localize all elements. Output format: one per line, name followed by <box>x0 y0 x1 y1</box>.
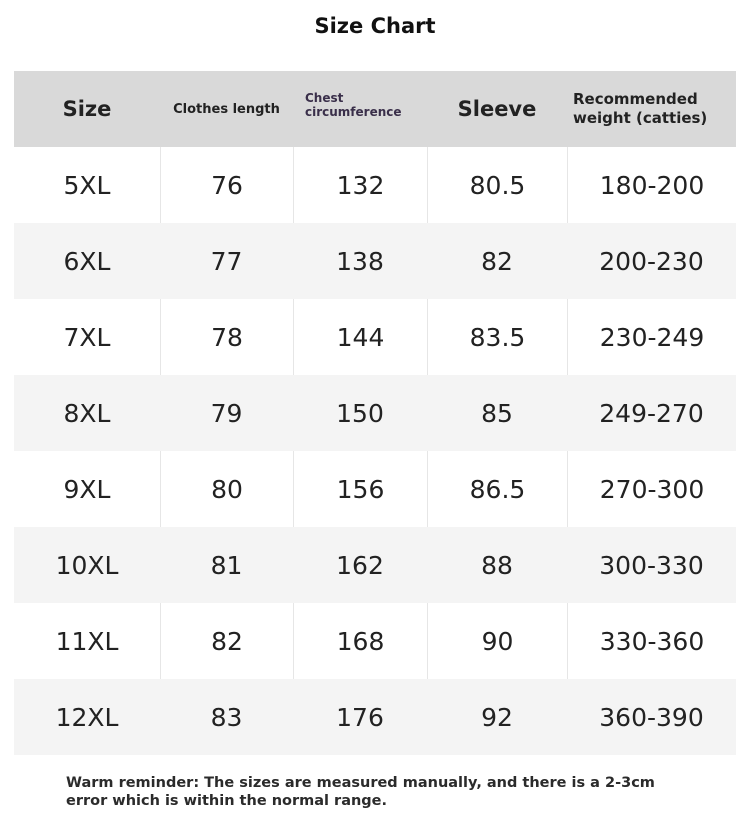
page-title: Size Chart <box>314 14 436 38</box>
cell-weight: 249-270 <box>599 398 704 428</box>
cell-weight: 300-330 <box>599 550 704 580</box>
header-chest-circumference <box>293 71 427 147</box>
table-row <box>14 603 736 679</box>
header-chest-line1: Chest <box>305 91 344 105</box>
note-line2: error which is within the normal range. <box>66 793 388 809</box>
header-chest-line2: circumference <box>305 105 402 119</box>
cell-clothes-length: 80 <box>160 451 293 527</box>
note-line1: Warm reminder: The sizes are measured manually, and there is a 2-3cm <box>66 775 655 791</box>
header-size: Size <box>62 97 112 121</box>
cell-clothes-length: 76 <box>160 147 293 223</box>
cell-sleeve: 82 <box>481 246 513 276</box>
cell-sleeve: 92 <box>481 702 513 732</box>
cell-weight: 360-390 <box>599 702 704 732</box>
cell-sleeve: 90 <box>427 603 567 679</box>
header-weight-line2: weight (catties) <box>573 109 708 127</box>
cell-weight: 180-200 <box>567 147 736 223</box>
table-row <box>14 147 736 223</box>
table-row <box>14 223 736 299</box>
warm-reminder-note <box>66 774 706 810</box>
table-row <box>14 679 736 755</box>
header-sleeve: Sleeve <box>457 97 537 121</box>
table-header-row <box>14 71 736 147</box>
cell-chest: 132 <box>293 147 427 223</box>
cell-size: 9XL <box>63 474 111 504</box>
table-row <box>14 299 736 375</box>
header-recommended-weight <box>567 71 736 147</box>
cell-clothes-length: 77 <box>210 246 243 276</box>
cell-sleeve: 86.5 <box>427 451 567 527</box>
cell-clothes-length: 79 <box>210 398 243 428</box>
cell-size: 12XL <box>55 702 119 732</box>
cell-sleeve: 88 <box>481 550 513 580</box>
cell-sleeve: 80.5 <box>427 147 567 223</box>
cell-clothes-length: 81 <box>210 550 243 580</box>
cell-size: 5XL <box>63 170 111 200</box>
cell-size: 11XL <box>55 626 119 656</box>
cell-chest: 176 <box>336 702 384 732</box>
cell-chest: 168 <box>293 603 427 679</box>
cell-size: 6XL <box>63 246 111 276</box>
cell-chest: 138 <box>336 246 384 276</box>
table-row <box>14 527 736 603</box>
header-weight-line1: Recommended <box>573 90 698 108</box>
cell-sleeve: 85 <box>481 398 513 428</box>
cell-sleeve: 83.5 <box>427 299 567 375</box>
cell-clothes-length: 82 <box>160 603 293 679</box>
cell-chest: 144 <box>293 299 427 375</box>
cell-size: 10XL <box>55 550 119 580</box>
cell-chest: 156 <box>293 451 427 527</box>
cell-weight: 230-249 <box>567 299 736 375</box>
cell-weight: 200-230 <box>599 246 704 276</box>
size-table <box>14 71 736 755</box>
cell-clothes-length: 83 <box>210 702 243 732</box>
table-row <box>14 451 736 527</box>
cell-clothes-length: 78 <box>160 299 293 375</box>
cell-chest: 162 <box>336 550 384 580</box>
cell-chest: 150 <box>336 398 384 428</box>
header-clothes-length: Clothes length <box>173 101 280 117</box>
table-row <box>14 375 736 451</box>
cell-weight: 330-360 <box>567 603 736 679</box>
cell-size: 7XL <box>63 322 111 352</box>
cell-weight: 270-300 <box>567 451 736 527</box>
cell-size: 8XL <box>63 398 111 428</box>
